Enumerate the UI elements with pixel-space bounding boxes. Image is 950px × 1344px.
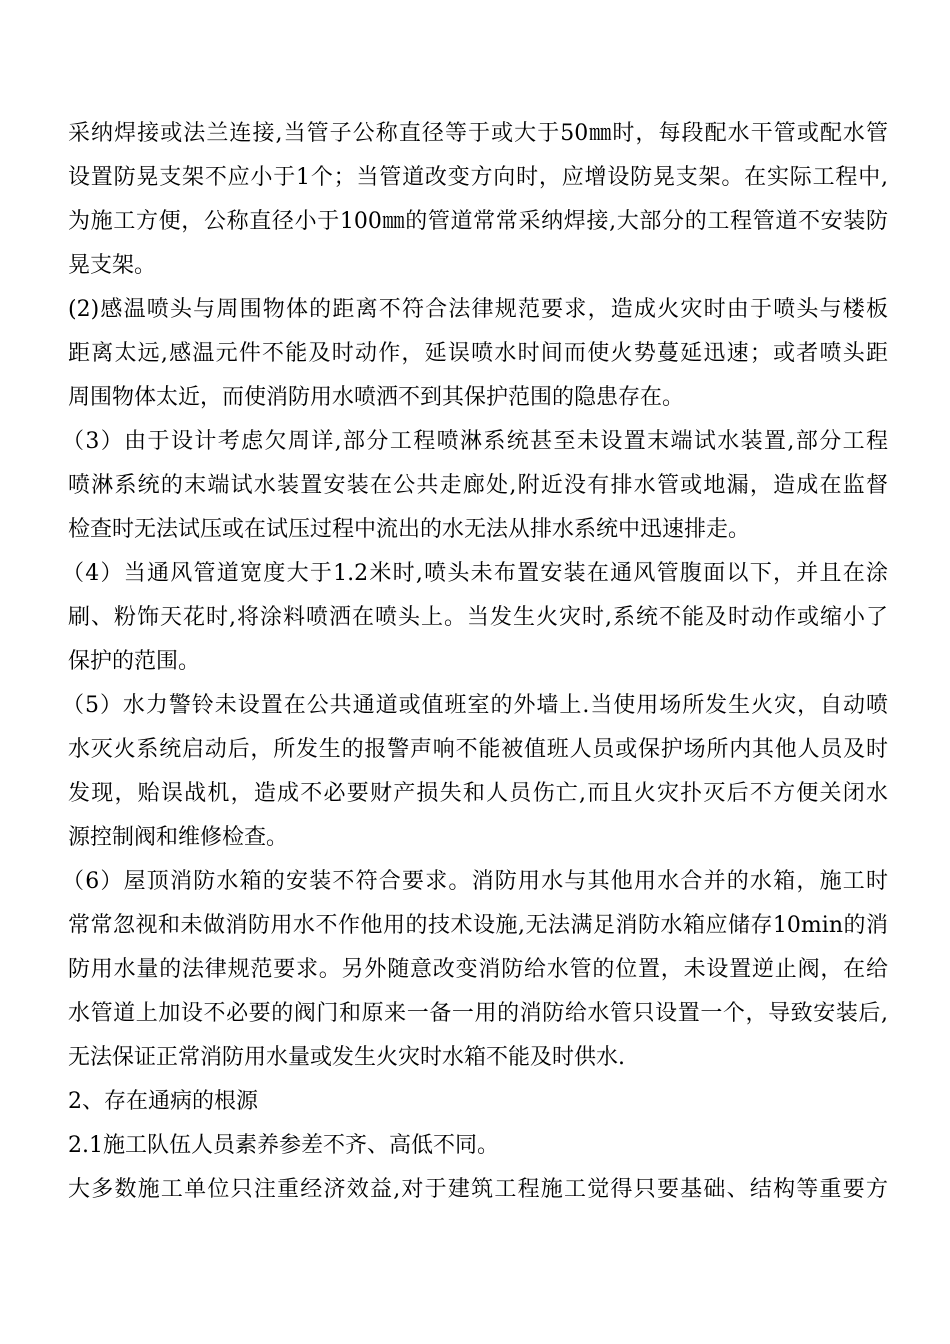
text-line: 防用水量的法律规范要求。另外随意改变消防给水管的位置，未设置逆止阀，在给 (68, 957, 888, 982)
text-line: 距离太远,感温元件不能及时动作，延误喷水时间而使火势蔓延迅速；或者喷头距 (68, 341, 888, 366)
subsection-heading: 2.1施工队伍人员素养参差不齐、高低不同。 (68, 1133, 499, 1158)
text-line: 刷、粉饰天花时,将涂料喷洒在喷头上。当发生火灾时,系统不能及时动作或缩小了 (68, 605, 888, 630)
text-line: 检查时无法试压或在试压过程中流出的水无法从排水系统中迅速排走。 (68, 517, 751, 542)
text-line: 源控制阀和维修检查。 (68, 825, 289, 850)
text-line: 为施工方便，公称直径小于100㎜的管道常常采纳焊接,大部分的工程管道不安装防 (68, 209, 888, 234)
text-line: 晃支架。 (68, 253, 157, 278)
text-line: 周围物体太近，而使消防用水喷洒不到其保护范围的隐患存在。 (68, 385, 685, 410)
text-line: 无法保证正常消防用水量或发生火灾时水箱不能及时供水. (68, 1045, 625, 1070)
text-line: 水灭火系统启动后，所发生的报警声响不能被值班人员或保护场所内其他人员及时 (68, 737, 888, 762)
text-line: 大多数施工单位只注重经济效益,对于建筑工程施工觉得只要基础、结构等重要方 (68, 1177, 888, 1202)
text-line: 喷淋系统的末端试水装置安装在公共走廊处,附近没有排水管或地漏，造成在监督 (68, 473, 888, 498)
text-line: 常常忽视和未做消防用水不作他用的技术设施,无法满足消防水箱应储存10min的消 (68, 913, 888, 938)
text-line: （4）当通风管道宽度大于1.2米时,喷头未布置安装在通风管腹面以下，并且在涂 (62, 561, 888, 586)
text-line: 采纳焊接或法兰连接,当管子公称直径等于或大于50㎜时，每段配水干管或配水管 (68, 121, 888, 146)
text-line: （3）由于设计考虑欠周详,部分工程喷淋系统甚至未设置末端试水装置,部分工程 (62, 429, 888, 454)
document-body (62, 112, 888, 1212)
text-line: 发现，贻误战机，造成不必要财产损失和人员伤亡,而且火灾扑灭后不方便关闭水 (68, 781, 888, 806)
text-line: 保护的范围。 (68, 649, 201, 674)
text-line: 水管道上加设不必要的阀门和原来一备一用的消防给水管只设置一个，导致安装后, (68, 1001, 888, 1026)
text-line: (2)感温喷头与周围物体的距离不符合法律规范要求，造成火灾时由于喷头与楼板 (68, 297, 888, 322)
text-line: 设置防晃支架不应小于1个；当管道改变方向时，应增设防晃支架。在实际工程中, (68, 165, 888, 190)
text-line: （6）屋顶消防水箱的安装不符合要求。消防用水与其他用水合并的水箱，施工时 (62, 869, 888, 894)
text-line: （5）水力警铃未设置在公共通道或值班室的外墙上.当使用场所发生火灾，自动喷 (62, 693, 888, 718)
section-heading: 2、存在通病的根源 (68, 1089, 258, 1114)
